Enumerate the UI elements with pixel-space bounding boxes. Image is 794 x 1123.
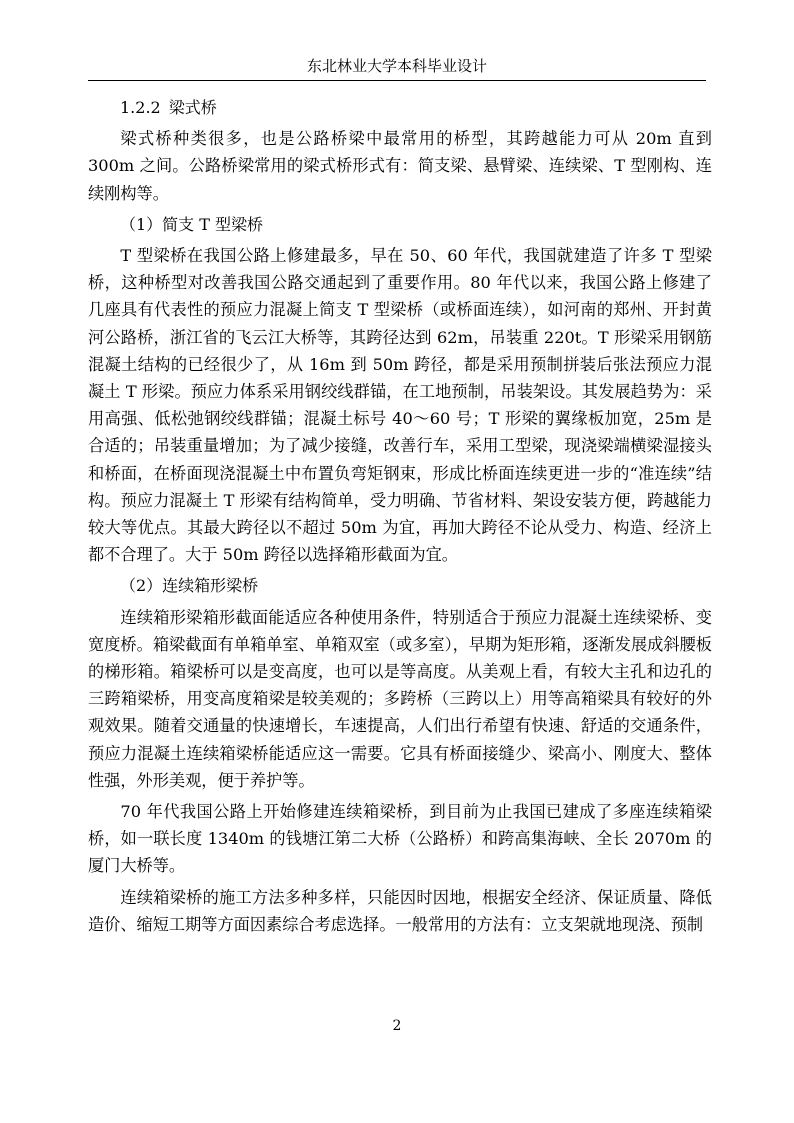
paragraph-construction: 连续箱梁桥的施工方法多种多样，只能因时因地，根据安全经济、保证质量、降低造价、缩短工期等方面因素综合考虑选择。一般常用的方法有：立支架就地现浇、预制: [88, 887, 712, 934]
paragraph-history: 70 年代我国公路上开始修建连续箱梁桥，到目前为止我国已建成了多座连续箱梁桥，如一联长度 1340m 的钱塘江第二大桥（公路桥）和跨高集海峡、全长 2070m 的厦门大桥等。: [88, 802, 712, 876]
page-number: 2: [392, 1018, 402, 1034]
page-footer: [0, 1018, 794, 1034]
paragraph-t-beam: T 型梁桥在我国公路上修建最多，早在 50、60 年代，我国就建造了许多 T 型梁桥，这种桥型对改善我国公路交通起到了重要作用。80 年代以来，我国公路上修建了几座具有代表性的预应力混凝上简支 T 型梁桥（或桥面连续），如河南的郑州、开封黄河公路桥，浙江省的飞云江大桥等，其跨径达到 62m，吊装重 220t。T 形梁采用钢筋混凝土结构的已经很少了，从 16m 到 50m 跨径，都是采用预制拼装后张法预应力混凝土 T 形梁。预应力体系采用钢绞线群锚，在工地预制，吊装架设。其发展趋势为：采用高强、低松弛钢绞线群锚；混凝土标号 40～60 号；T 形梁的翼缘板加宽，25m 是合适的；吊装重量增加；为了减少接缝，改善行车，采用工型梁，现浇梁端横梁湿接头和桥面，在桥面现浇混凝土中布置负弯矩钢束，形成比桥面连续更进一步的“准连续”结构。预应力混凝土 T 形梁有结构简单，受力明确、节省材料、架设安装方便，跨越能力较大等优点。其最大跨径以不超过 50m 为宜，再加大跨径不论从受力、构造、经济上都不合理了。大于 50m 跨径以选择箱形截面为宜。: [88, 246, 712, 565]
page-header: [88, 52, 706, 81]
subheading-t-beam: （1）简支 T 型梁桥: [120, 214, 264, 234]
subheading-box-girder: （2）连续箱形梁桥: [120, 576, 259, 596]
paragraph-intro: 梁式桥种类很多，也是公路桥梁中最常用的桥型，其跨越能力可从 20m 直到 300m 之间。公路桥梁常用的梁式桥形式有：简支梁、悬臂梁、连续梁、T 型刚构、连续刚构等。: [88, 129, 712, 203]
header-title: 东北林业大学本科毕业设计: [306, 57, 487, 75]
paragraph-box-girder: 连续箱形梁箱形截面能适应各种使用条件，特别适合于预应力混凝土连续梁桥、变宽度桥。箱梁截面有单箱单室、单箱双室（或多室），早期为矩形箱，逐渐发展成斜腰板的梯形箱。箱梁桥可以是变高度，也可以是等高度。从美观上看，有较大主孔和边孔的三跨箱梁桥，用变高度箱梁是较美观的；多跨桥（三跨以上）用等高箱梁具有较好的外观效果。随着交通量的快速增长，车速提高，人们出行希望有快速、舒适的交通条件，预应力混凝土连续箱梁桥能适应这一需要。它具有桥面接缝少、梁高小、刚度大、整体性强，外形美观，便于养护等。: [88, 607, 712, 790]
section-title: 梁式桥: [168, 98, 217, 117]
section-heading: [88, 94, 712, 121]
page-body: [88, 94, 712, 938]
section-number: 1.2.2: [120, 98, 161, 117]
